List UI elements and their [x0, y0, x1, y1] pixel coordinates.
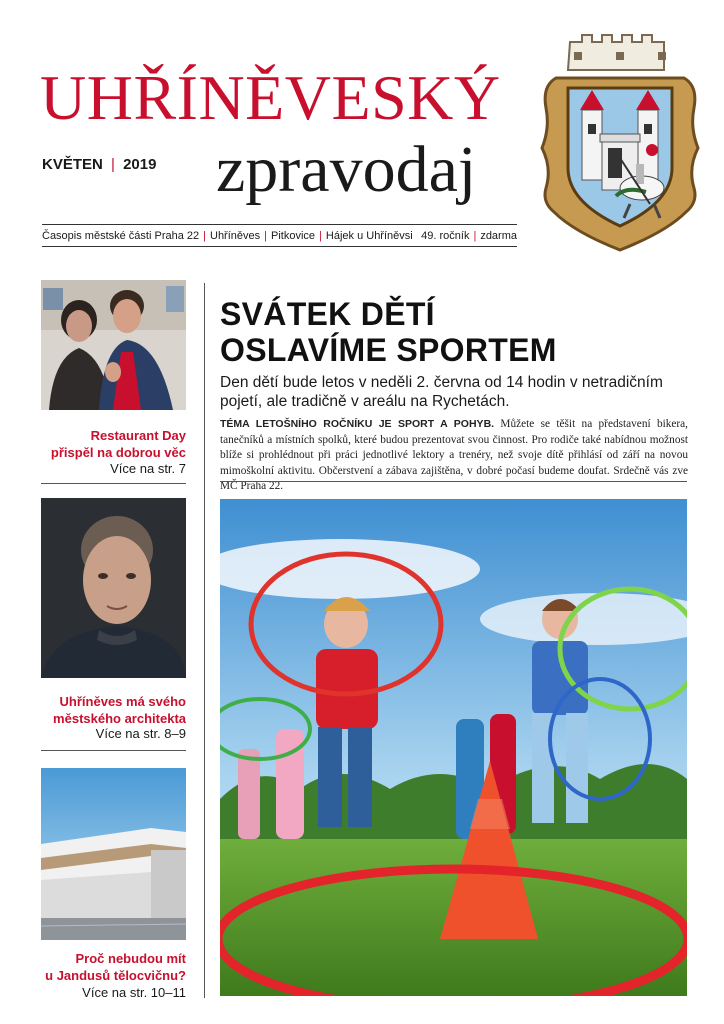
tagline — [42, 230, 517, 242]
issue-date — [42, 156, 156, 173]
title-line: přispěl na dobrou věc — [50, 445, 186, 460]
gymnasium-building-photo — [41, 768, 186, 940]
title-line: Proč nebudou mít — [75, 951, 186, 966]
article-text: Můžete se těšit na představení bikera, tanečníků a místních spolků, které budou prezentovat svou činnost. Pro rodiče také nabídnou možnost blíže si prohlédnout při práci jednotlivé lektory a trenéry, než svoje dítě přihlásí od září na novou mimoškolní aktivitu. Občerstvení a zábava zajištěna, v dobré počasí budeme doufat. Srdečně vás zve MČ Praha 22. — [220, 418, 688, 492]
sidebar-divider — [41, 750, 186, 751]
article-kicker: TÉMA LETOŠNÍHO ROČNÍKU JE SPORT A POHYB. — [220, 418, 495, 430]
sidebar-item-gym-more[interactable]: Více na str. 10–11 — [82, 985, 186, 1000]
issue-month: KVĚTEN — [42, 156, 103, 173]
sidebar-item-city-architect-title[interactable] — [41, 693, 186, 727]
sidebar-divider — [41, 483, 186, 484]
main-headline[interactable] — [220, 296, 557, 368]
tagline-separator: | — [203, 230, 206, 242]
tagline-volume: 49. ročník — [421, 230, 470, 242]
column-divider — [204, 283, 205, 998]
headline-line: OSLAVÍME SPORTEM — [220, 332, 557, 368]
title-line: u Jandusů tělocvičnu? — [45, 968, 186, 983]
masthead-title: UHŘÍNĚVESKÝ — [40, 62, 501, 133]
children-hula-hoop-photo — [220, 499, 687, 996]
restaurant-day-photo — [41, 280, 186, 410]
tagline-part: Uhříněves — [210, 230, 261, 242]
title-line: Restaurant Day — [90, 428, 186, 443]
coat-of-arms-emblem — [538, 28, 702, 260]
tagline-part: Časopis městské části Praha 22 — [42, 230, 200, 242]
article-divider — [220, 481, 687, 482]
tagline-right — [421, 230, 517, 242]
tagline-left — [42, 230, 413, 242]
city-architect-portrait — [41, 498, 186, 678]
masthead-subtitle: zpravodaj — [216, 133, 477, 206]
tagline-part: Hájek u Uhříněvsi — [325, 230, 413, 242]
cross-shield-icon — [646, 144, 658, 156]
tagline-bottom-rule — [42, 246, 517, 247]
crown-icon — [568, 35, 666, 70]
issue-separator: | — [111, 156, 115, 173]
sidebar-item-gym-title[interactable] — [41, 950, 186, 984]
headline-line: SVÁTEK DĚTÍ — [220, 296, 435, 332]
tagline-separator: | — [264, 230, 267, 242]
article-lead: Den dětí bude letos v neděli 2. června od 14 hodin v netradičním pojetí, ale tradičně v areálu na Rychetách. — [220, 374, 663, 410]
tagline-separator: | — [319, 230, 322, 242]
sidebar-item-restaurant-day-more[interactable]: Více na str. 7 — [110, 461, 186, 476]
tagline-price: zdarma — [480, 230, 517, 242]
sidebar-item-restaurant-day-title[interactable] — [41, 427, 186, 461]
title-line: Uhříněves má svého — [59, 694, 186, 709]
tagline-part: Pitkovice — [271, 230, 316, 242]
title-line: městského architekta — [53, 711, 186, 726]
sidebar-item-city-architect-more[interactable]: Více na str. 8–9 — [95, 726, 186, 741]
tagline-separator: | — [473, 230, 477, 242]
article-body — [220, 417, 688, 495]
issue-year: 2019 — [123, 156, 157, 173]
tagline-top-rule — [42, 224, 517, 225]
